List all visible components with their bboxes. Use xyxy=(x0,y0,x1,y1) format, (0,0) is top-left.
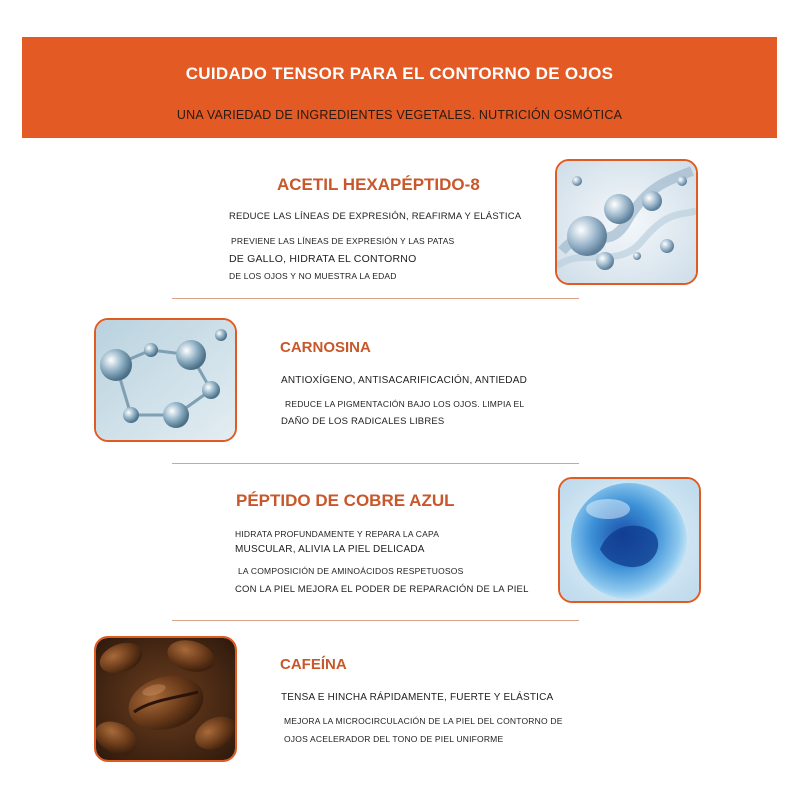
ingredient-title-carnosina: CARNOSINA xyxy=(280,339,371,356)
section-divider xyxy=(172,298,579,299)
section-divider xyxy=(172,620,579,621)
water-bubbles-image xyxy=(555,159,698,285)
ingredient-text: HIDRATA PROFUNDAMENTE Y REPARA LA CAPA xyxy=(235,529,440,539)
ingredient-text: MEJORA LA MICROCIRCULACIÓN DE LA PIEL DEL CONTORNO DE xyxy=(284,716,563,726)
ingredient-text: PREVIENE LAS LÍNEAS DE EXPRESIÓN Y LAS PATAS xyxy=(231,236,455,246)
molecule-image xyxy=(94,318,237,442)
header-banner xyxy=(22,37,777,138)
ingredient-text: TENSA E HINCHA RÁPIDAMENTE, FUERTE Y ELÁSTICA xyxy=(281,692,554,703)
ingredient-text: DAÑO DE LOS RADICALES LIBRES xyxy=(281,416,445,427)
ingredient-text: ANTIOXÍGENO, ANTISACARIFICACIÓN, ANTIEDAD xyxy=(281,375,528,386)
ingredient-text: REDUCE LA PIGMENTACIÓN BAJO LOS OJOS. LIMPIA EL xyxy=(285,399,525,409)
section-divider xyxy=(172,463,579,464)
ingredient-text: LA COMPOSICIÓN DE AMINOÁCIDOS RESPETUOSOS xyxy=(238,566,464,576)
ingredient-title-cafeina: CAFEÍNA xyxy=(280,656,347,673)
ingredient-text: MUSCULAR, ALIVIA LA PIEL DELICADA xyxy=(235,544,425,555)
page-subtitle: UNA VARIEDAD DE INGREDIENTES VEGETALES. NUTRICIÓN OSMÓTICA xyxy=(176,108,623,122)
ingredient-title-acetil: ACETIL HEXAPÉPTIDO-8 xyxy=(277,175,480,194)
ingredient-text: DE LOS OJOS Y NO MUESTRA LA EDAD xyxy=(229,271,397,281)
ingredient-text: DE GALLO, HIDRATA EL CONTORNO xyxy=(229,253,417,265)
ingredient-text: CON LA PIEL MEJORA EL PODER DE REPARACIÓN DE LA PIEL xyxy=(235,584,529,595)
blue-sphere-image xyxy=(558,477,701,603)
ingredient-text: OJOS ACELERADOR DEL TONO DE PIEL UNIFORME xyxy=(284,734,504,744)
ingredient-text: REDUCE LAS LÍNEAS DE EXPRESIÓN, REAFIRMA Y ELÁSTICA xyxy=(229,211,522,222)
coffee-beans-image xyxy=(94,636,237,762)
page-title: CUIDADO TENSOR PARA EL CONTORNO DE OJOS xyxy=(185,64,614,83)
ingredient-title-peptido-cobre: PÉPTIDO DE COBRE AZUL xyxy=(236,491,455,510)
